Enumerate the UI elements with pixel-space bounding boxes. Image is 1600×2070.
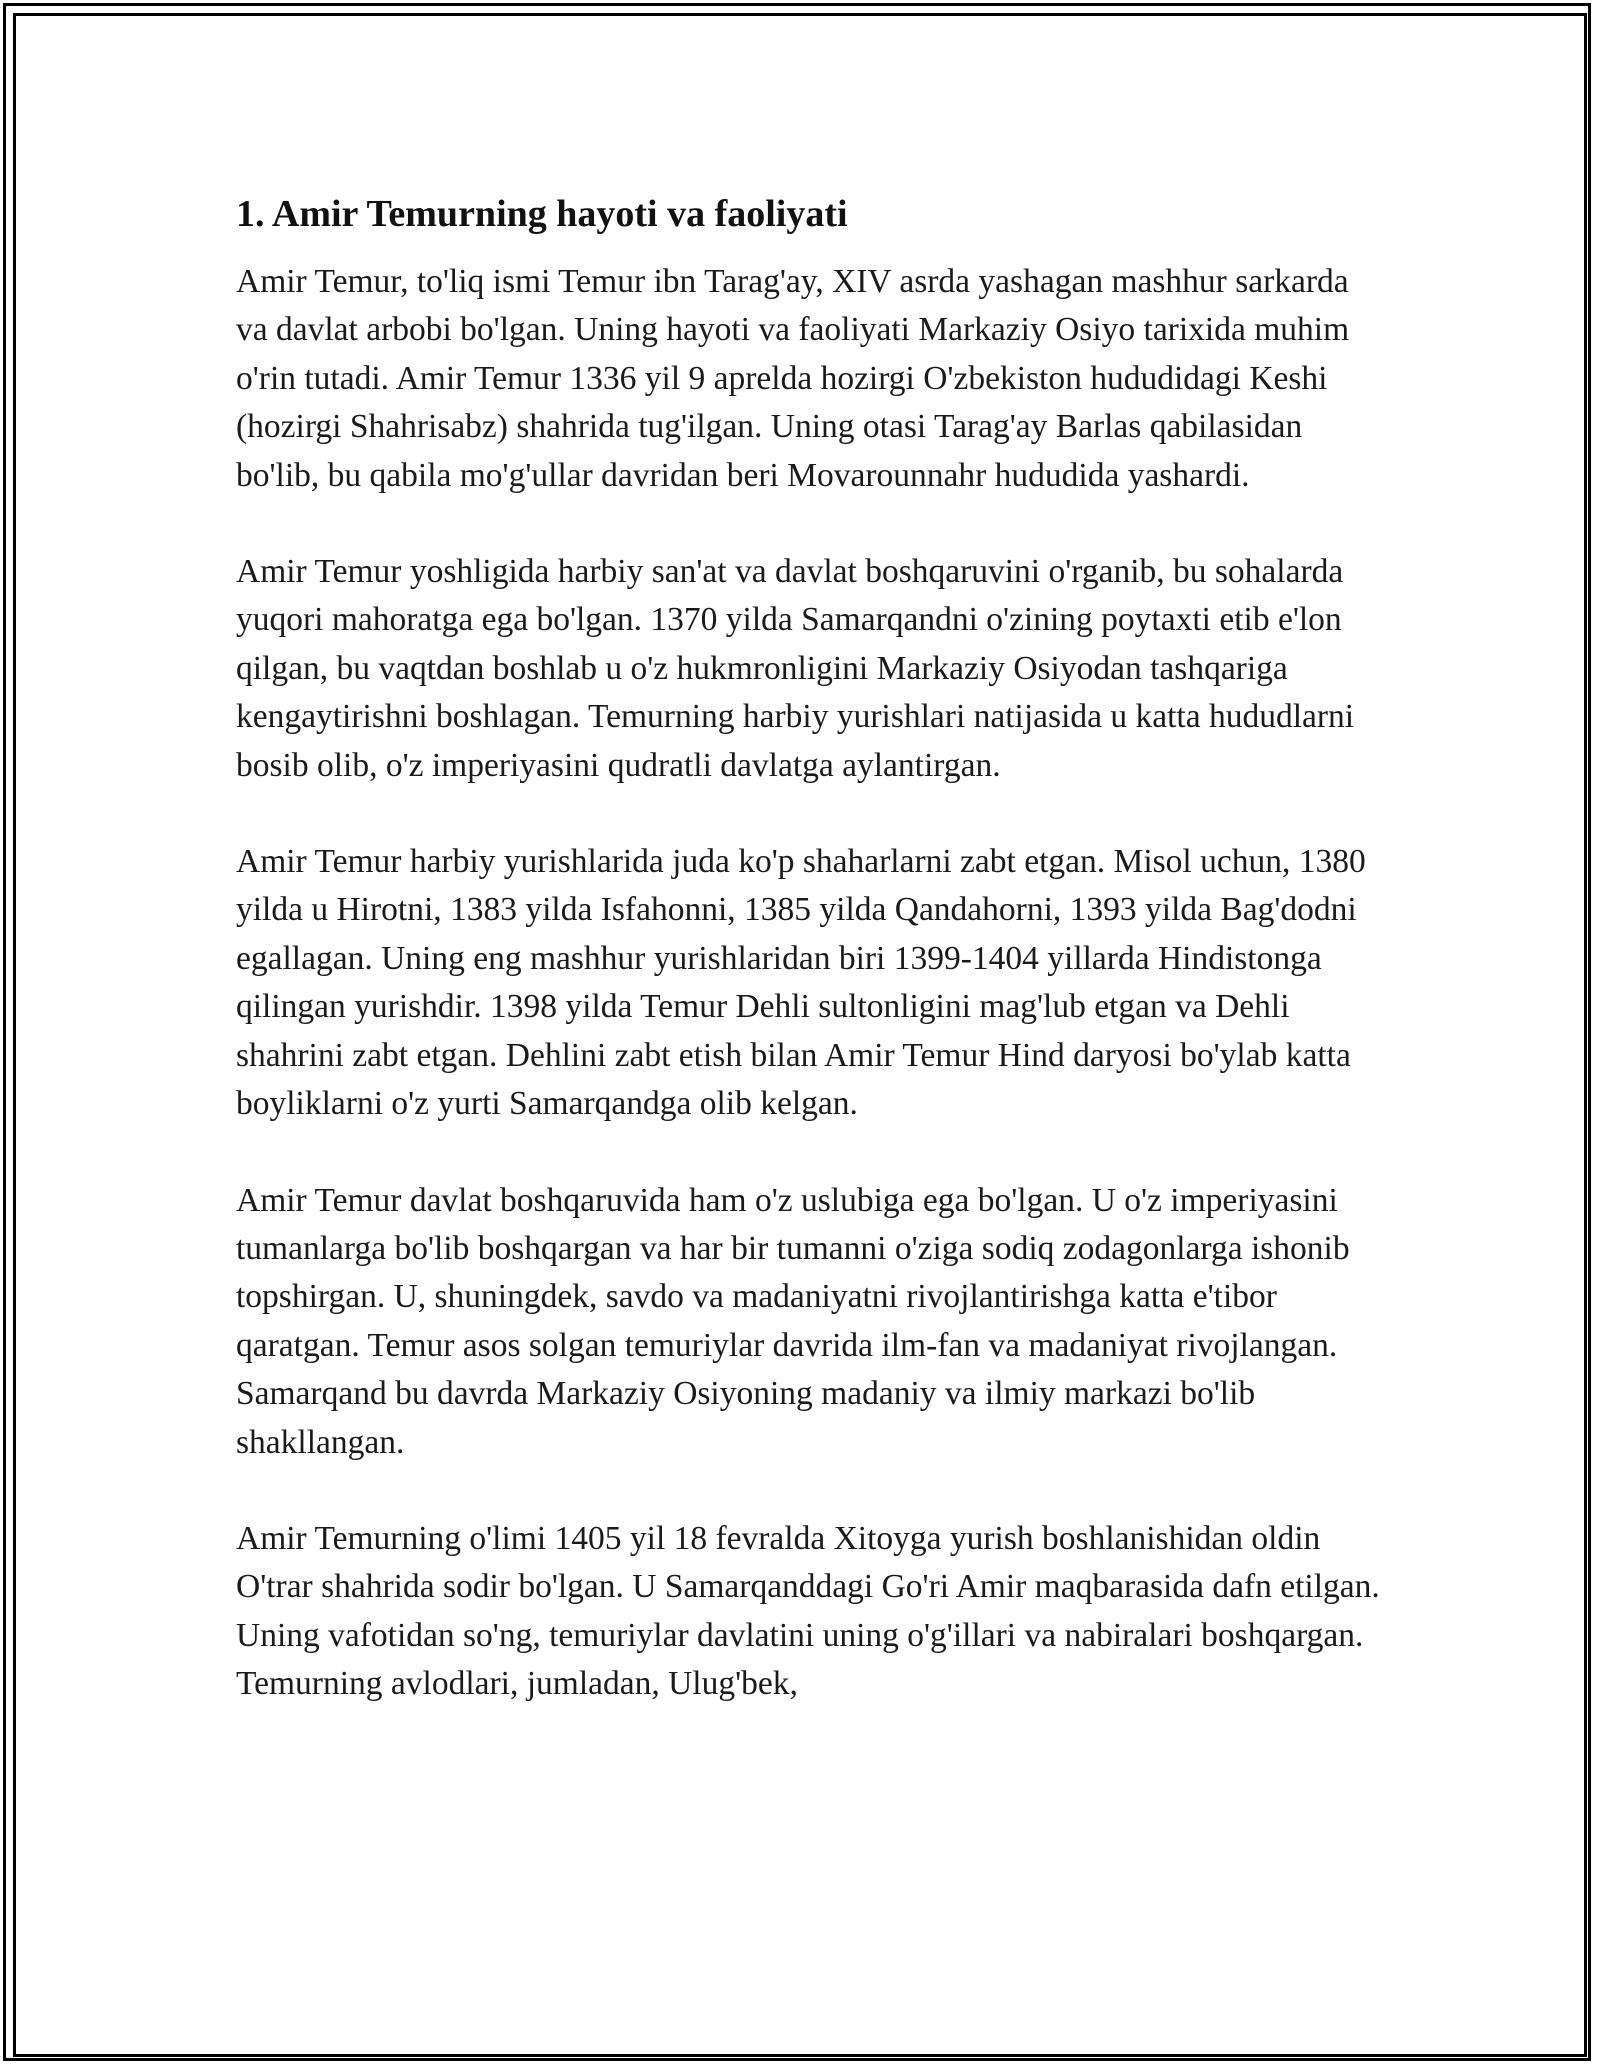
paragraph-1: Amir Temur, to'liq ismi Temur ibn Tarag'ay, XIV asrda yashagan mashhur sarkarda va davlat arbobi bo'lgan. Uning hayoti va faoliyati Markaziy Osiyo tarixida muhim o'rin tutadi. Amir Temur 1336 yil 9 aprelda hozirgi O'zbekiston hududidagi Keshi (hozirgi Shahrisabz) shahrida tug'ilgan. Uning otasi Tarag'ay Barlas qabilasidan bo'lib, bu qabila mo'g'ullar davridan beri Movarounnahr hududida yashardi.: [236, 263, 1350, 494]
paragraph-2: Amir Temur yoshligida harbiy san'at va davlat boshqaruvini o'rganib, bu sohalarda yuqori mahoratga ega bo'lgan. 1370 yilda Samarqandni o'zining poytaxti etib e'lon qilgan, bu vaqtdan boshlab u o'z hukmronligini Markaziy Osiyodan tashqariga kengaytirishni boshlagan. Temurning harbiy yurishlari natijasida u katta hududlarni bosib olib, o'z imperiyasini qudratli davlatga aylantirgan.: [236, 553, 1355, 784]
section-title: 1. Amir Temurning hayoti va faoliyati: [236, 193, 848, 235]
paragraph-5: Amir Temurning o'limi 1405 yil 18 fevralda Xitoyga yurish boshlanishidan oldin O'trar shahrida sodir bo'lgan. U Samarqanddagi Go'ri Amir maqbarasida dafn etilgan. Uning vafotidan so'ng, temuriylar davlatini uning o'g'illari va nabiralari boshqargan. Temurning avlodlari, jumladan, Ulug'bek,: [236, 1519, 1380, 1703]
paragraph-3: Amir Temur harbiy yurishlarida juda ko'p shaharlarni zabt etgan. Misol uchun, 1380 yilda u Hirotni, 1383 yilda Isfahonni, 1385 yilda Qandahorni, 1393 yilda Bag'dodni egallagan. Uning eng mashhur yurishlaridan biri 1399-1404 yillarda Hindistonga qilingan yurishdir. 1398 yilda Temur Dehli sultonligini mag'lub etgan va Dehli shahrini zabt etgan. Dehlini zabt etish bilan Amir Temur Hind daryosi bo'ylab katta boyliklarni o'z yurti Samarqandga olib kelgan.: [236, 843, 1366, 1123]
paragraph-4: Amir Temur davlat boshqaruvida ham o'z uslubiga ega bo'lgan. U o'z imperiyasini tumanlarga bo'lib boshqargan va har bir tumanni o'ziga sodiq zodagonlarga ishonib topshirgan. U, shuningdek, savdo va madaniyatni rivojlantirishga katta e'tibor qaratgan. Temur asos solgan temuriylar davrida ilm-fan va madaniyat rivojlangan. Samarqand bu davrda Markaziy Osiyoning madaniy va ilmiy markazi bo'lib shakllangan.: [236, 1181, 1350, 1461]
document-body: [236, 190, 1386, 1709]
